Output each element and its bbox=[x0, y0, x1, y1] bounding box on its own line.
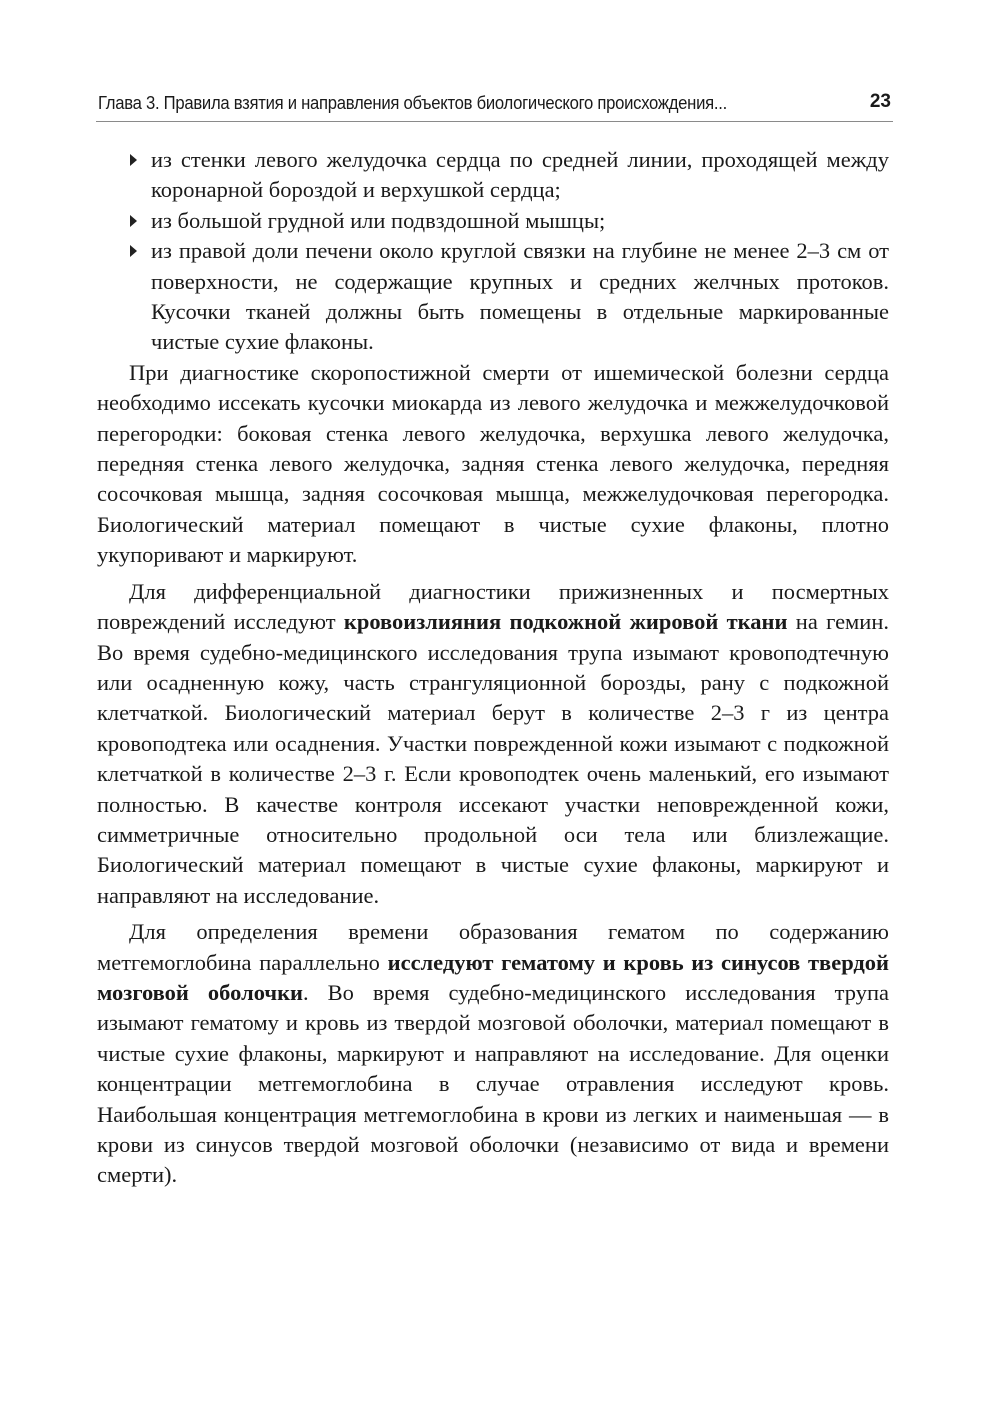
page-number: 23 bbox=[869, 91, 891, 112]
paragraph-differential-diagnosis bbox=[97, 577, 889, 911]
list-item-text: из стенки левого желудочка сердца по средней линии, проходящей между коронарной бороздой и верхушкой сердца; bbox=[151, 147, 889, 203]
bullet-list bbox=[97, 145, 889, 358]
triangle-bullet-icon bbox=[130, 245, 137, 257]
paragraph-text: Для дифференциальной диагностики прижизненных и посмертных повреждений исследуют bbox=[97, 578, 889, 635]
paragraph-text: . Во время судебно-медицинского исследования трупа изымают гематому и кровь из твердой мозговой оболочки, материал помещают в чистые сухие флаконы, маркируют и направляют на исследование. Для оценки концентрации метгемоглобина в случае отравления исследуют кровь. Наибольшая концентрация метгемоглобина в крови из легких и наименьшая — в крови из синусов твердой мозговой оболочки (независимо от вида и времени смерти). bbox=[97, 979, 889, 1188]
list-item bbox=[97, 206, 889, 236]
page-body bbox=[97, 145, 889, 1191]
emphasis-text: кровоизлияния подкожной жировой ткани bbox=[343, 609, 788, 635]
paragraph-hematoma-timing bbox=[97, 917, 889, 1191]
triangle-bullet-icon bbox=[130, 215, 137, 227]
list-item bbox=[97, 236, 889, 358]
running-header bbox=[96, 86, 893, 122]
list-item bbox=[97, 145, 889, 206]
paragraph-ischemic-heart-disease: При диагностике скоропостижной смерти от ишемической болезни сердца необходимо иссекать кусочки миокарда из левого желудочка и межжелудочковой перегородки: боковая стенка левого желудочка, верхушка левого желудочка, передняя стенка левого желудочка, задняя стенка левого желудочка, передняя сосочковая мышца, задняя сосочковая мышца, межжелудочковая перегородка. Биологический материал помещают в чистые сухие флаконы, плотно укупоривают и маркируют. bbox=[97, 359, 889, 568]
list-item-text: из большой грудной или подвздошной мышцы; bbox=[151, 207, 606, 233]
emphasis-text: исследуют гематому и кровь из синусов твердой мозговой оболочки bbox=[97, 949, 890, 1005]
triangle-bullet-icon bbox=[130, 154, 137, 166]
chapter-title: Глава 3. Правила взятия и направления объектов биологического происхождения... bbox=[98, 92, 727, 113]
paragraph-text: на гемин. Во время судебно-медицинского исследования трупа изымают кровоподтечную или осадненную кожу, часть странгуляционной борозды, рану с подкожной клетчаткой. Биологический материал берут в количестве 2–3 г из центра кровоподтека или осаднения. Участки поврежденной кожи изымают с подкожной клетчаткой в количестве 2–3 г. Если кровоподтек очень маленький, его изымают полностью. В качестве контроля иссекают участки неповрежденной кожи, симметричные относительно продольной оси тела или близлежащие. Биологический материал помещают в чистые сухие флаконы, маркируют и направляют на исследование. bbox=[97, 609, 889, 908]
list-item-text: из правой доли печени около круглой связки на глубине не менее 2–3 см от поверхности, не содержащие крупных и средних желчных протоков. Кусочки тканей должны быть помещены в отдельные маркированные чистые сухие флаконы. bbox=[151, 238, 889, 355]
paragraph-text: Для определения времени образования гематом по содержанию метгемоглобина параллельно bbox=[97, 919, 889, 975]
